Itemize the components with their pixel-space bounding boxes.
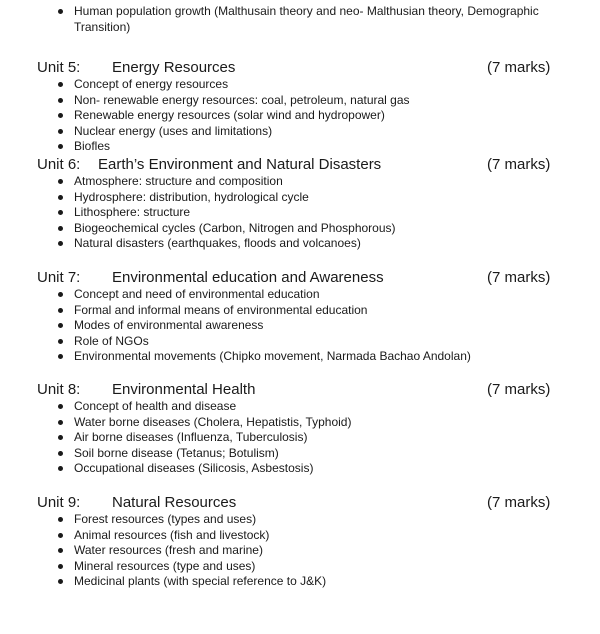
list-item: Animal resources (fish and livestock) [0, 528, 600, 544]
list-item: Human population growth (Malthusain theory and neo- Malthusian theory, Demographic Transition) [0, 4, 600, 35]
unit-number: Unit 5: [37, 59, 81, 76]
list-item: Lithosphere: structure [0, 205, 600, 221]
list-item: Forest resources (types and uses) [0, 512, 600, 528]
unit-header [0, 380, 600, 399]
list-item: Modes of environmental awareness [0, 318, 600, 334]
list-item: Role of NGOs [0, 334, 600, 350]
list-item: Mineral resources (type and uses) [0, 559, 600, 575]
unit-title: Environmental education and Awareness [112, 269, 384, 286]
list-item: Water resources (fresh and marine) [0, 543, 600, 559]
unit-5-section [0, 58, 600, 155]
list-item: Formal and informal means of environmental education [0, 303, 600, 319]
list-item: Biofles [0, 139, 600, 155]
list-item: Nuclear energy (uses and limitations) [0, 124, 600, 140]
unit-header [0, 268, 600, 287]
list-item: Air borne diseases (Influenza, Tuberculosis) [0, 430, 600, 446]
unit-marks: (7 marks) [487, 156, 551, 173]
unit-title: Environmental Health [112, 381, 256, 398]
unit-header [0, 155, 600, 174]
unit-title: Earth’s Environment and Natural Disasters [98, 156, 382, 173]
unit-6-section [0, 155, 600, 252]
unit-marks: (7 marks) [487, 381, 551, 398]
unit-marks: (7 marks) [487, 494, 551, 511]
unit-topic-list [0, 174, 600, 252]
list-item: Occupational diseases (Silicosis, Asbestosis) [0, 461, 600, 477]
unit-number: Unit 9: [37, 494, 81, 511]
unit-number: Unit 6: [37, 156, 81, 173]
unit-header [0, 493, 600, 512]
unit-title: Natural Resources [112, 494, 237, 511]
unit-topic-list [0, 512, 600, 590]
list-item: Natural disasters (earthquakes, floods and volcanoes) [0, 236, 600, 252]
list-item: Non- renewable energy resources: coal, petroleum, natural gas [0, 93, 600, 109]
list-item: Soil borne disease (Tetanus; Botulism) [0, 446, 600, 462]
unit-topic-list [0, 287, 600, 365]
list-item: Hydrosphere: distribution, hydrological cycle [0, 190, 600, 206]
unit-number: Unit 7: [37, 269, 81, 286]
unit-9-section [0, 493, 600, 590]
list-item: Environmental movements (Chipko movement, Narmada Bachao Andolan) [0, 349, 600, 365]
unit-title: Energy Resources [112, 59, 236, 76]
unit-topic-list [0, 77, 600, 155]
unit-header [0, 58, 600, 77]
list-item: Renewable energy resources (solar wind and hydropower) [0, 108, 600, 124]
list-item: Concept of energy resources [0, 77, 600, 93]
list-item: Atmosphere: structure and composition [0, 174, 600, 190]
list-item: Water borne diseases (Cholera, Hepatistis, Typhoid) [0, 415, 600, 431]
list-item: Concept and need of environmental education [0, 287, 600, 303]
list-item: Biogeochemical cycles (Carbon, Nitrogen and Phosphorous) [0, 221, 600, 237]
unit-8-section [0, 380, 600, 477]
unit-marks: (7 marks) [487, 59, 551, 76]
unit-topic-list [0, 399, 600, 477]
unit-7-section [0, 268, 600, 365]
list-item: Medicinal plants (with special reference to J&K) [0, 574, 600, 590]
intro-list [0, 4, 600, 35]
unit-number: Unit 8: [37, 381, 81, 398]
unit-marks: (7 marks) [487, 269, 551, 286]
list-item: Concept of health and disease [0, 399, 600, 415]
